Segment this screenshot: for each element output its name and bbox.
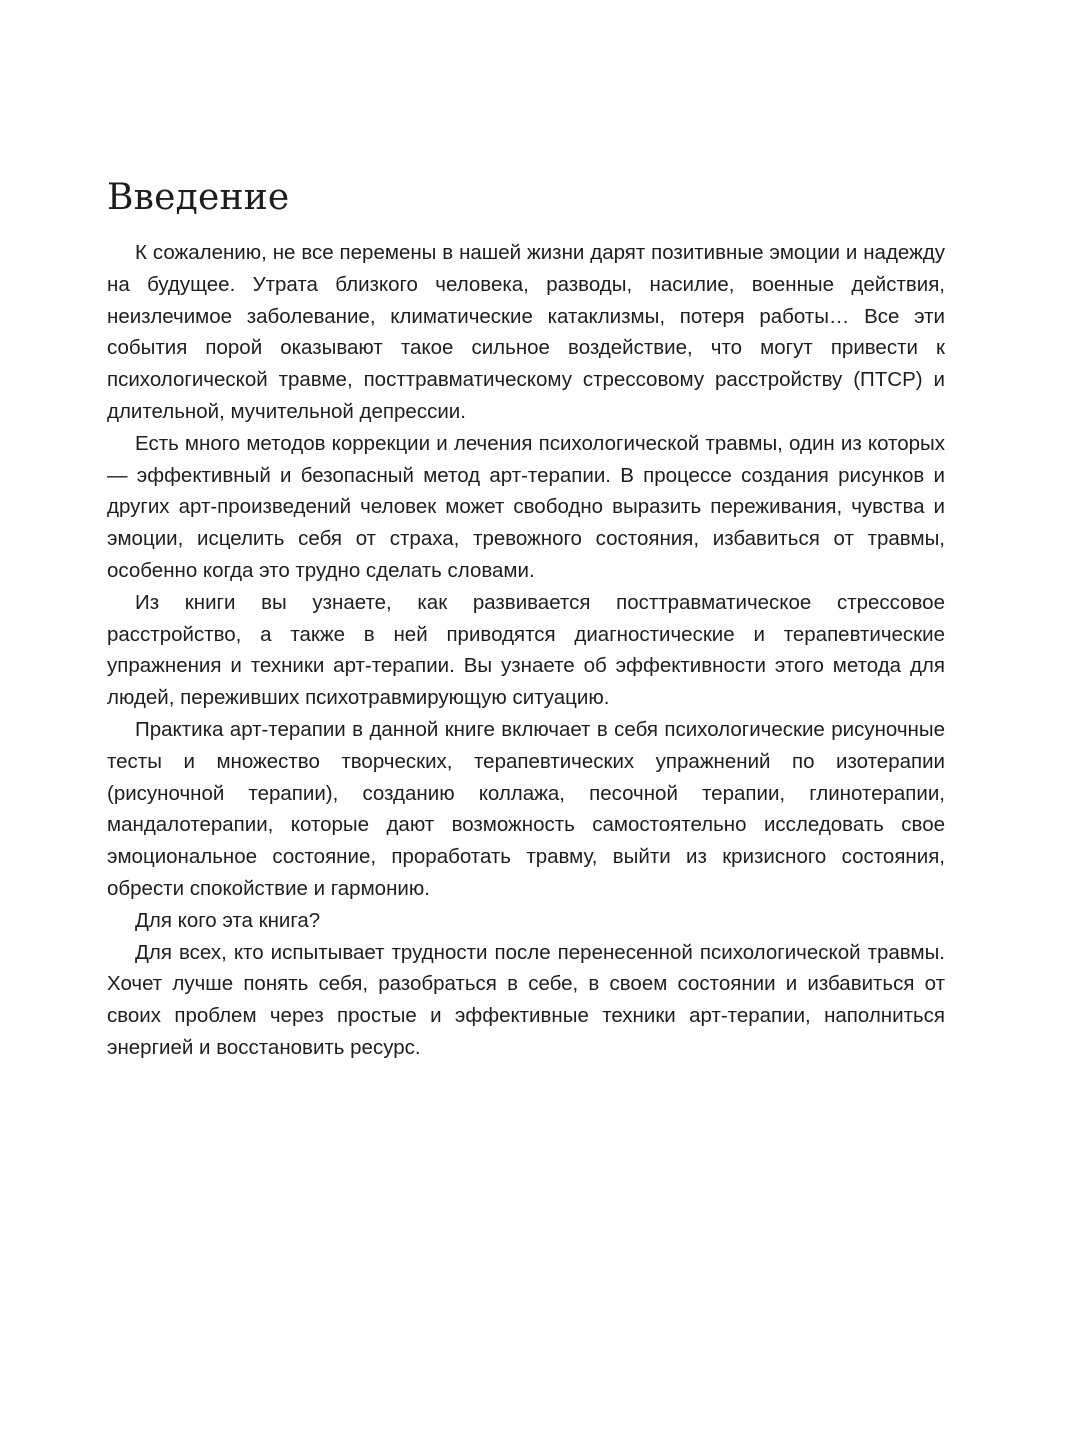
- paragraph-methods: Есть много методов коррекции и лечения психологической травмы, один из которых — эффективный и безопасный метод арт-терапии. В процессе создания рисунков и других арт-произведений человек может свободно выразить переживания, чувства и эмоции, исцелить себя от страха, тревожного состояния, избавиться от травмы, особенно когда это трудно сделать словами.: [107, 431, 945, 582]
- chapter-title: Введение: [107, 177, 290, 218]
- paragraph-intro: К сожалению, не все перемены в нашей жизни дарят позитивные эмоции и надежду на будущее. Утрата близкого человека, разводы, насилие, военные действия, неизлечимое заболевание, климатические катаклизмы, потеря работы… Все эти события порой оказывают такое сильное воздействие, что могут привести к психологической травме, посттравматическому стрессовому расстройству (ПТСР) и длительной, мучительной депрессии.: [107, 241, 945, 423]
- paragraph-question: Для кого эта книга?: [135, 908, 321, 932]
- paragraph-book-contents: Из книги вы узнаете, как развивается посттравматическое стрессовое расстройство, а также в ней приводятся диагностические и терапевтические упражнения и техники арт-терапии. Вы узнаете об эффективности этого метода для людей, переживших психотравмирующую ситуацию.: [107, 590, 945, 710]
- body-text: [107, 237, 945, 1064]
- paragraph-practice: Практика арт-терапии в данной книге включает в себя психологические рисуночные тесты и множество творческих, терапевтических упражнений по изотерапии (рисуночной терапии), созданию коллажа, песочной терапии, глинотерапии, мандалотерапии, которые дают возможность самостоятельно исследовать свое эмоциональное состояние, проработать травму, выйти из кризисного состояния, обрести спокойствие и гармонию.: [107, 717, 945, 900]
- paragraph-audience: Для всех, кто испытывает трудности после перенесенной психологической травмы. Хочет лучше понять себя, разобраться в себе, в своем состоянии и избавиться от своих проблем через простые и эффективные техники арт-терапии, наполниться энергией и восстановить ресурс.: [107, 940, 945, 1059]
